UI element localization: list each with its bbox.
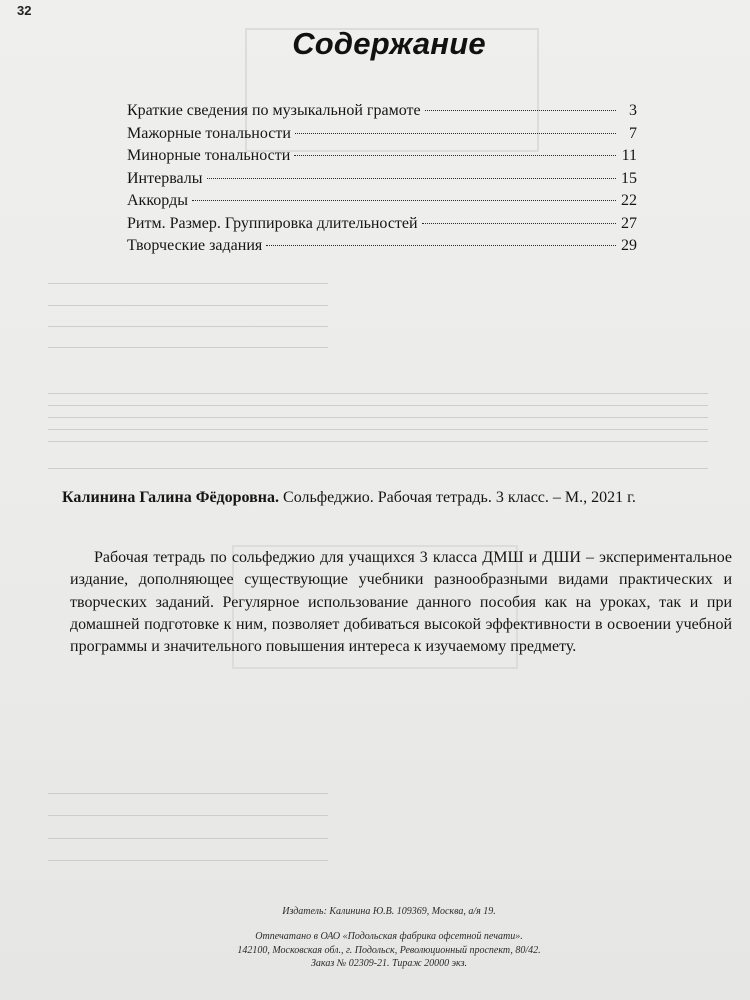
- toc-entry: [127, 235, 637, 258]
- printer-line: Заказ № 02309-21. Тираж 20000 экз.: [310, 958, 468, 969]
- toc-entry-page: 15: [621, 169, 637, 187]
- toc-entry-label: Краткие сведения по музыкальной грамоте: [127, 102, 421, 119]
- toc-entry: [127, 213, 637, 236]
- annotation-paragraph: Рабочая тетрадь по сольфеджио для учащихся 3 класса ДМШ и ДШИ – экспериментальное издание, дополняющее существующие учебники разнообразными видами практических и творческих заданий. Регулярное использование данного пособия как на уроках, так и при домашней подготовке к ним, позволяет добиваться высокой эффективности в освоении учебной программы и значительного повышения интереса к изучаемому предмету.: [70, 549, 732, 656]
- citation-text: Сольфеджио. Рабочая тетрадь. 3 класс. – М., 2021 г.: [283, 489, 636, 506]
- bleed-through-staff-line: [48, 429, 708, 430]
- bibliographic-citation: [62, 487, 750, 509]
- toc-entry-label: Аккорды: [127, 192, 188, 209]
- bleed-through-staff-line: [48, 393, 708, 394]
- toc-dot-leader: [207, 178, 616, 179]
- toc-title: Содержание: [292, 26, 486, 61]
- bleed-through-line: [48, 305, 328, 306]
- toc-entry-label: Интервалы: [127, 169, 203, 187]
- table-of-contents: [127, 100, 637, 258]
- bleed-through-line: [48, 326, 328, 327]
- toc-entry-page: 7: [629, 124, 637, 142]
- publisher-line: Издатель: Калинина Ю.В. 109369, Москва, а/я 19.: [282, 906, 496, 917]
- toc-entry: [127, 168, 637, 191]
- bleed-through-line: [48, 283, 328, 284]
- bleed-through-line: [48, 347, 328, 348]
- bleed-through-staff-line: [48, 468, 708, 469]
- printer-line: 142100, Московская обл., г. Подольск, Революционный проспект, 80/42.: [237, 944, 541, 956]
- toc-entry-page: 29: [621, 237, 637, 254]
- toc-entry-page: 3: [629, 102, 637, 119]
- bleed-through-line: [48, 838, 328, 839]
- toc-dot-leader: [266, 245, 616, 246]
- printer-line: Отпечатано в ОАО «Подольская фабрика офсетной печати».: [255, 931, 523, 942]
- toc-entry-label: Ритм. Размер. Группировка длительностей: [127, 214, 418, 232]
- toc-entry-page: 22: [621, 192, 637, 209]
- toc-entry: [127, 123, 637, 146]
- toc-entry-label: Творческие задания: [127, 237, 263, 254]
- toc-dot-leader: [425, 110, 616, 111]
- printer-imprint: [0, 930, 750, 971]
- bleed-through-staff-line: [48, 441, 708, 442]
- bleed-through-staff-line: [48, 417, 708, 418]
- bleed-through-line: [48, 860, 328, 861]
- toc-entry-label: Минорные тональности: [127, 147, 291, 164]
- publisher-imprint: [0, 905, 750, 919]
- toc-dot-leader: [422, 223, 616, 224]
- toc-entry-page: 11: [621, 147, 637, 164]
- bleed-through-line: [48, 793, 328, 794]
- toc-entry: [127, 145, 637, 168]
- toc-entry-label: Мажорные тональности: [127, 124, 291, 142]
- toc-dot-leader: [192, 200, 616, 201]
- citation-author: Калинина Галина Фёдоровна.: [62, 489, 280, 506]
- toc-entry-page: 27: [621, 214, 637, 232]
- bleed-through-line: [48, 815, 328, 816]
- bleed-through-staff-line: [48, 405, 708, 406]
- toc-entry: [127, 190, 637, 213]
- toc-entry: [127, 100, 637, 123]
- toc-dot-leader: [294, 155, 616, 156]
- page-number: 32: [17, 3, 32, 18]
- toc-dot-leader: [295, 133, 616, 134]
